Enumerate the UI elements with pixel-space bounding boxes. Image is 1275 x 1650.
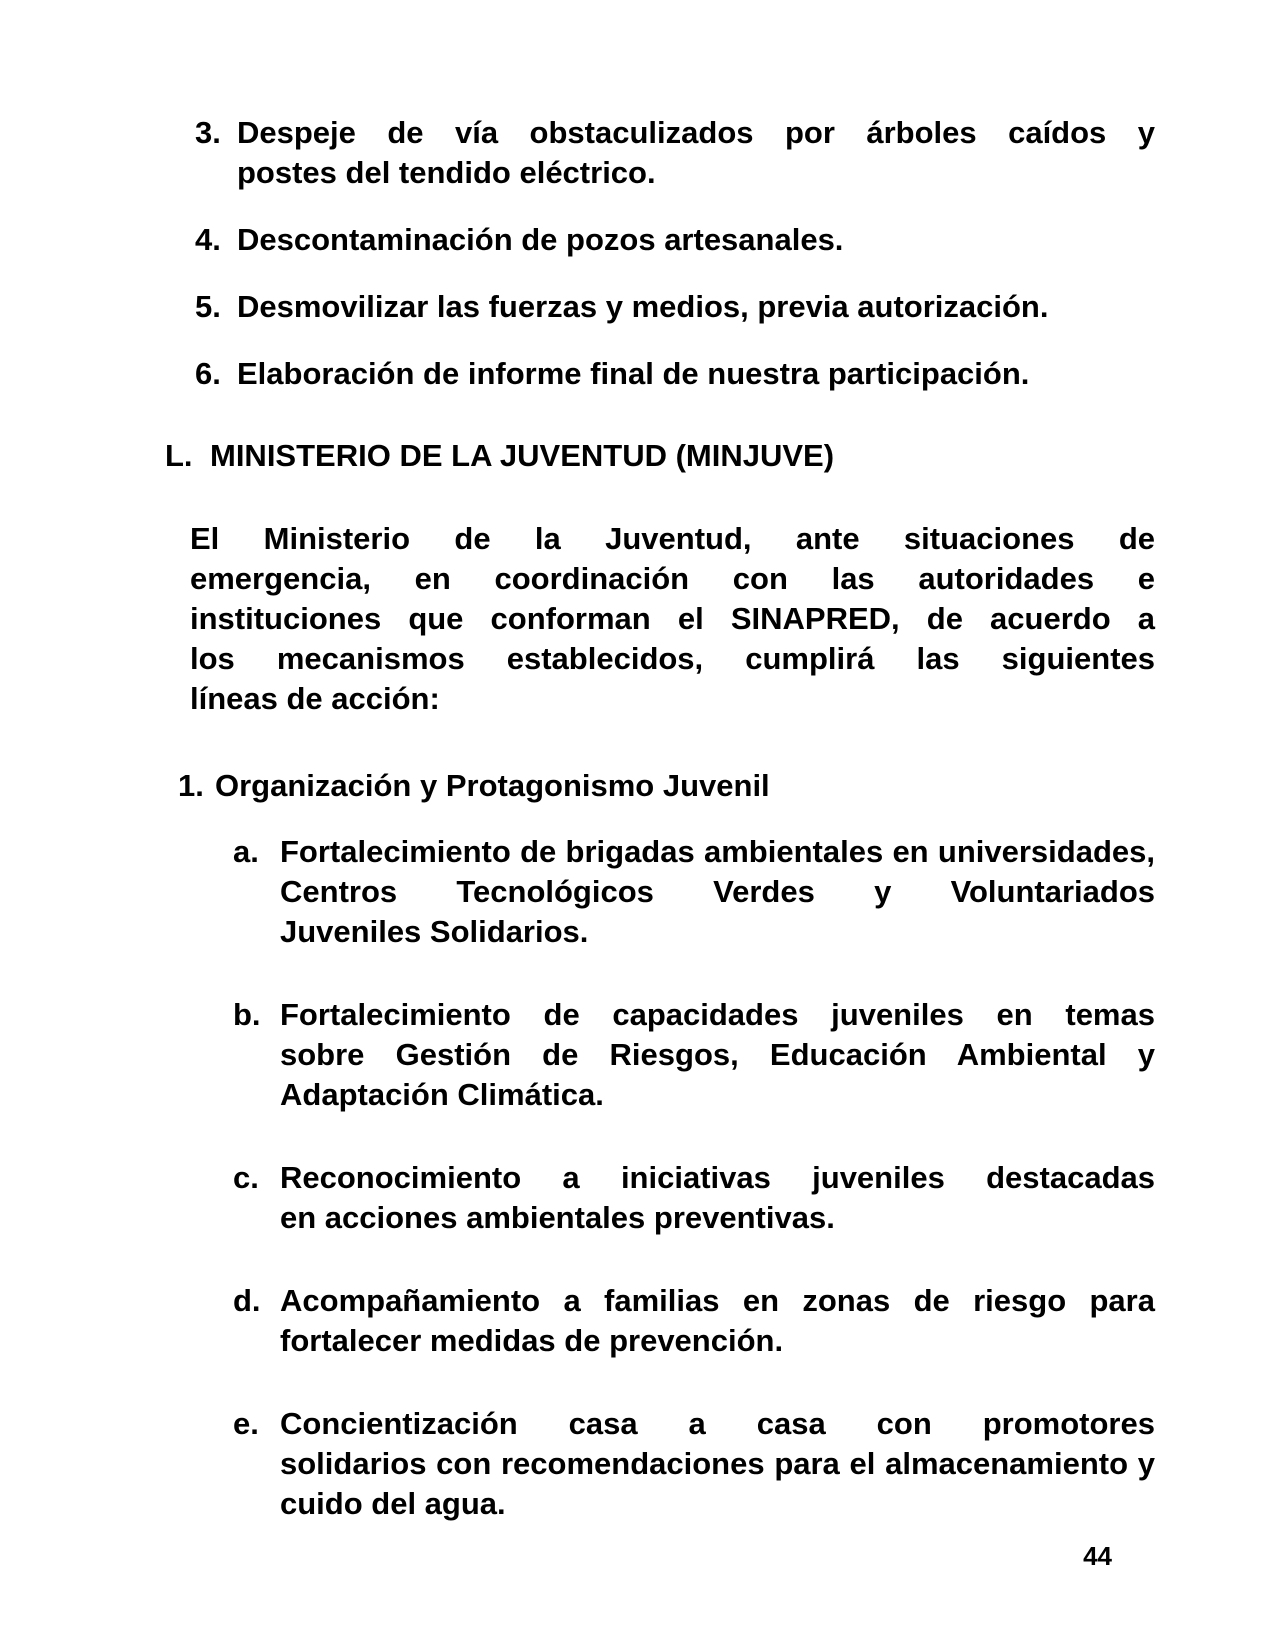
list-marker: 4. (195, 222, 221, 257)
text-line: los mecanismos establecidos, cumplirá las siguientes (190, 641, 1156, 676)
list-marker: c. (233, 1160, 259, 1195)
text-line: Reconocimiento a iniciativas juveniles destacadas (280, 1160, 1155, 1195)
list-marker: 5. (195, 289, 221, 324)
list-marker: b. (233, 997, 261, 1032)
text-line: sobre Gestión de Riesgos, Educación Ambiental y (280, 1037, 1155, 1072)
text-line: fortalecer medidas de prevención. (280, 1323, 784, 1358)
text-line: líneas de acción: (190, 681, 440, 716)
text-line: en acciones ambientales preventivas. (280, 1200, 835, 1235)
text-line: El Ministerio de la Juventud, ante situaciones de (190, 521, 1156, 556)
list-item (195, 220, 1155, 260)
subsection-marker: 1. (178, 768, 204, 803)
list-marker: d. (233, 1283, 261, 1318)
text-line: Adaptación Climática. (280, 1077, 604, 1112)
text-line: Acompañamiento a familias en zonas de riesgo para (280, 1283, 1155, 1318)
intro-paragraph (190, 519, 1155, 719)
list-item (233, 832, 1155, 952)
section-marker: L. (165, 438, 193, 473)
text-line: emergencia, en coordinación con las autoridades e (190, 561, 1155, 596)
list-item (233, 995, 1155, 1115)
text-line: Despeje de vía obstaculizados por árboles caídos y (237, 115, 1155, 150)
numbered-list-continued (0, 113, 1275, 394)
subsection-heading (178, 766, 1275, 806)
text-line: Elaboración de informe final de nuestra participación. (237, 356, 1030, 391)
text-line: postes del tendido eléctrico. (237, 155, 656, 190)
page-number: 44 (1083, 1541, 1112, 1571)
list-marker: a. (233, 834, 259, 869)
text-line: Centros Tecnológicos Verdes y Voluntariados (280, 874, 1156, 909)
list-item (233, 1281, 1155, 1361)
list-item (233, 1404, 1155, 1524)
list-item (195, 113, 1155, 193)
text-line: Fortalecimiento de brigadas ambientales en universidades, (280, 834, 1155, 869)
lettered-list (0, 832, 1275, 1524)
text-line: Juveniles Solidarios. (280, 914, 589, 949)
section-title: MINISTERIO DE LA JUVENTUD (MINJUVE) (210, 438, 835, 473)
text-line: cuido del agua. (280, 1486, 506, 1521)
list-item (195, 287, 1155, 327)
section-heading (165, 436, 1275, 476)
text-line: Concientización casa a casa con promotores (280, 1406, 1155, 1441)
list-item (233, 1158, 1155, 1238)
text-line: instituciones que conforman el SINAPRED, de acuerdo a (190, 601, 1156, 636)
list-item (195, 354, 1155, 394)
text-line: Descontaminación de pozos artesanales. (237, 222, 844, 257)
list-marker: e. (233, 1406, 259, 1441)
text-line: solidarios con recomendaciones para el almacenamiento y (280, 1446, 1155, 1481)
text-line: Desmovilizar las fuerzas y medios, previa autorización. (237, 289, 1049, 324)
text-line: Fortalecimiento de capacidades juveniles en temas (280, 997, 1155, 1032)
list-marker: 6. (195, 356, 221, 391)
subsection-title: Organización y Protagonismo Juvenil (215, 768, 770, 803)
list-marker: 3. (195, 115, 221, 150)
